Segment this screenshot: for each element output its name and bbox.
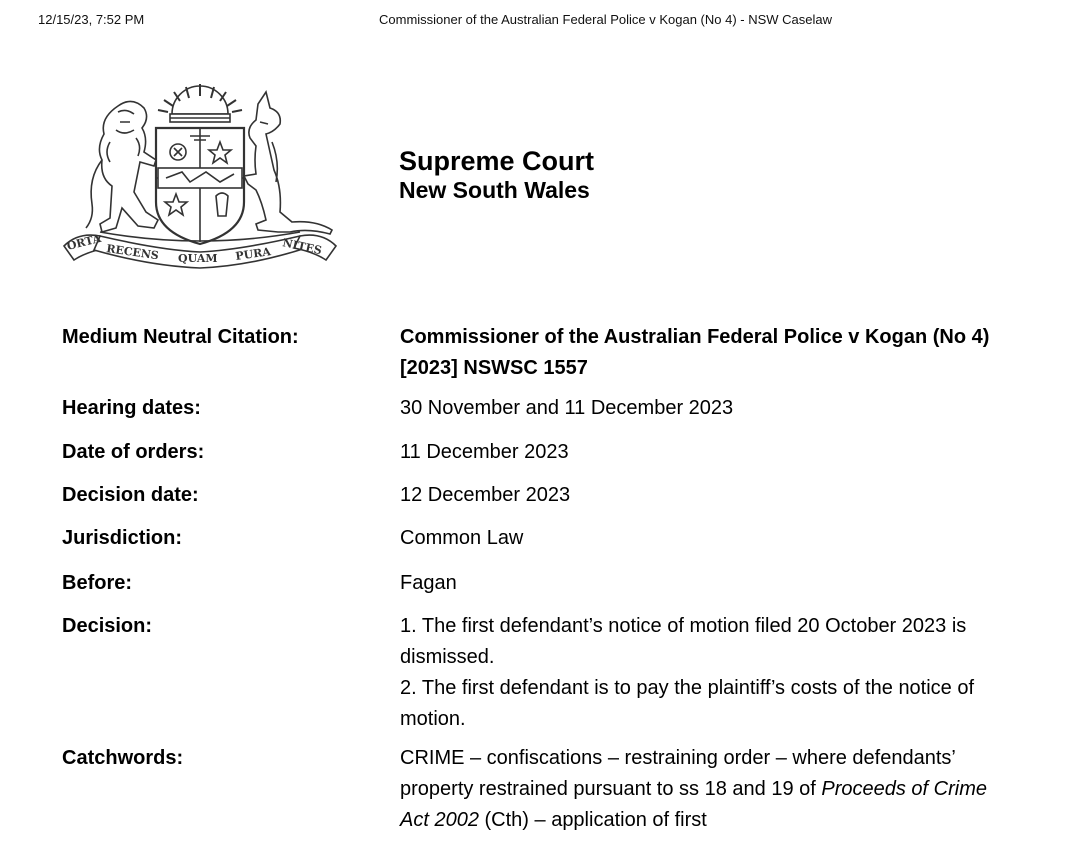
lion-icon: [86, 101, 158, 232]
orders-value: 11 December 2023: [400, 441, 569, 463]
court-heading: [399, 146, 594, 204]
metadata-row-decision: [62, 611, 1022, 743]
motto-word-1: ORTA: [65, 231, 103, 253]
judgment-metadata: [62, 322, 1022, 836]
hearing-value: 30 November and 11 December 2023: [400, 397, 734, 419]
before-value: Fagan: [400, 572, 457, 594]
print-header: [38, 12, 1083, 28]
metadata-row-orders: [62, 437, 1022, 480]
jurisdiction-label: Jurisdiction:: [62, 527, 183, 549]
metadata-row-jurisdiction: [62, 523, 1022, 568]
orders-label: Date of orders:: [62, 441, 205, 463]
jurisdiction-value: Common Law: [400, 527, 524, 549]
motto-word-5: NITES: [281, 236, 323, 258]
metadata-row-before: [62, 568, 1022, 611]
decision-order-2: 2. The first defendant is to pay the plaintiff’s costs of the notice of motion.: [400, 677, 975, 730]
metadata-row-catchwords: [62, 743, 1022, 836]
motto-word-4: PURA: [234, 245, 272, 263]
decision-date-label: Decision date:: [62, 484, 199, 506]
metadata-row-hearing: [62, 393, 1022, 437]
catchwords-value: [400, 743, 990, 836]
catchwords-act-name: Proceeds of Crime Act 2002: [400, 778, 987, 831]
motto-word-3: QUAM: [178, 252, 218, 265]
decision-value: [400, 611, 990, 743]
metadata-row-decision-date: [62, 480, 1022, 523]
catchwords-label: Catchwords:: [62, 747, 184, 769]
decision-label: Decision:: [62, 615, 153, 637]
kangaroo-icon: [244, 92, 332, 234]
print-page-title: Commissioner of the Australian Federal Police v Kogan (No 4) - NSW Caselaw: [379, 12, 833, 27]
decision-order-1: 1. The first defendant’s notice of motion filed 20 October 2023 is dismissed.: [400, 615, 967, 668]
court-name: Supreme Court: [399, 146, 595, 176]
citation-value: Commissioner of the Australian Federal Police v Kogan (No 4) [2023] NSWSC 1557: [400, 326, 990, 379]
shield-icon: [156, 128, 244, 244]
catchwords-text-1: CRIME – confiscations – restraining order – where defendants’ property restrained pursuant to ss 18 and 19 of: [400, 747, 956, 800]
print-timestamp: 12/15/23, 7:52 PM: [38, 12, 145, 27]
hearing-label: Hearing dates:: [62, 397, 201, 419]
motto-word-2: RECENS: [105, 242, 160, 263]
before-label: Before:: [62, 572, 133, 594]
citation-label: Medium Neutral Citation:: [62, 326, 299, 348]
nsw-coat-of-arms-logo: [60, 82, 340, 272]
decision-date-value: 12 December 2023: [400, 484, 571, 506]
sun-icon: [158, 84, 242, 114]
catchwords-text-2: (Cth) – application of first: [478, 809, 707, 831]
metadata-row-citation: [62, 322, 1022, 393]
court-state: New South Wales: [399, 177, 590, 203]
